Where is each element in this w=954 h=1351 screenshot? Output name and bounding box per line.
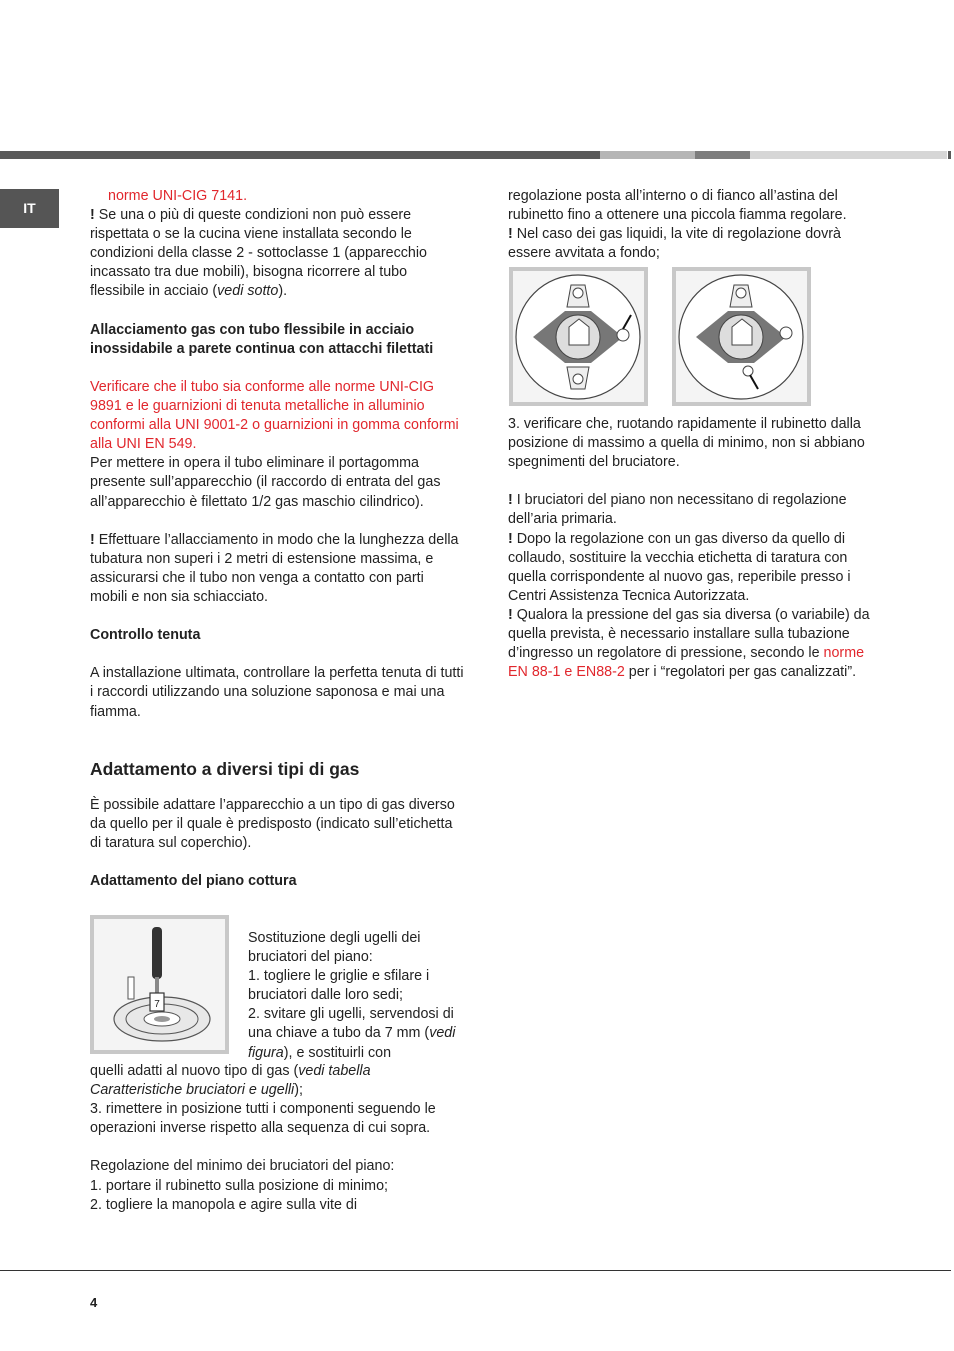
paragraph-standards: Verificare che il tubo sia conforme alle norme UNI-CIG 9891 e le guarnizioni di tenuta metalliche in alluminio conformi alla UNI 9001-2 o guarnizioni in gomma conformi alla UNI EN 549. (90, 378, 459, 453)
text: Sostituzione degli ugelli dei bruciatori del piano: (248, 930, 421, 966)
page-number: 4 (90, 1295, 98, 1310)
text (508, 225, 882, 263)
warning-mark: ! (508, 226, 513, 243)
warning-mark: ! (90, 207, 95, 224)
text: ), e sostituirli con (283, 1044, 392, 1061)
paragraph-tenuta: A installazione ultimata, controllare la perfetta tenuta di tutti i raccordi utilizzando una soluzione saponosa e mai una fiamma. (90, 665, 464, 720)
text (508, 491, 882, 529)
paragraph-norme (90, 187, 464, 206)
header-bar-dark2 (695, 151, 750, 159)
paragraph-warning-1 (90, 206, 464, 301)
tap-figure-2 (672, 267, 811, 406)
text: per i “regolatori per gas canalizzati”. (624, 664, 857, 681)
text: ). (278, 283, 288, 300)
text: 1. togliere le griglie e sfilare i bruciatori dalle loro sedi; (248, 968, 430, 1004)
heading-piano: Adattamento del piano cottura (90, 873, 297, 889)
text (508, 530, 882, 606)
section-title: Adattamento a diversi tipi di gas (90, 758, 360, 779)
tap-illustration-1 (513, 271, 644, 402)
warning-mark: ! (508, 530, 513, 547)
text (90, 1062, 464, 1100)
left-column (90, 187, 464, 891)
text: 1. portare il rubinetto sulla posizione di minimo; (90, 1177, 389, 1194)
text: I bruciatori del piano non necessitano di regolazione dell’aria primaria. (508, 492, 847, 528)
tap-figure-1 (509, 267, 648, 406)
paragraph-warning-2 (90, 531, 464, 607)
right-column-top (508, 187, 882, 263)
text: Dopo la regolazione con un gas diverso da quello di collaudo, sostituire la vecchia etichetta di taratura con quella corrispondente al nuovo gas, reperibile presso i Centri Assistenza Tecnica Autorizzata. (508, 530, 851, 604)
header-bar-light (750, 151, 947, 159)
heading-steel-hose: Allacciamento gas con tubo flessibile in acciaio inossidabile a parete continua con attacchi filettati (90, 321, 434, 357)
text: regolazione posta all’interno o di fianco all’astina del rubinetto fino a ottenere una piccola fiamma regolare. (508, 188, 847, 224)
header-bar-mid (600, 151, 695, 159)
text: Se una o più di queste condizioni non può essere rispettata o se la cucina viene installata secondo le condizioni della classe 2 - sottoclasse 1 (apparecchio incassato tra due mobili), bisogna ricorrere al tubo flessibile in acciaio ( (90, 207, 427, 300)
text: quelli adatti al nuovo tipo di gas ( (90, 1063, 299, 1079)
text: Nel caso dei gas liquidi, la vite di regolazione dovrà essere avvitata a fondo; (508, 226, 841, 262)
norme-ref: norme EN 88-1 e EN88-2 (508, 645, 865, 681)
text: Regolazione del minimo dei bruciatori del piano: (90, 1158, 395, 1175)
text: 3. verificare che, ruotando rapidamente il rubinetto dalla posizione di massimo a quella di minimo, non si abbiano spegnimenti del bruciatore. (508, 416, 865, 471)
paragraph-adapt: È possibile adattare l’apparecchio a un tipo di gas diverso da quello per il quale è predisposto (indicato sull’etichetta di taratura sul coperchio). (90, 796, 455, 851)
warning-mark: ! (508, 606, 513, 623)
text: 3. rimettere in posizione tutti i componenti seguendo le operazioni inverse rispetto alla sequenza di cui sopra. (90, 1101, 436, 1137)
header-bar-dark (0, 151, 600, 159)
footer-rule (0, 1270, 951, 1271)
wrench-size-label: 7 (154, 999, 160, 1010)
italic-ref: vedi figura (248, 1025, 456, 1061)
text (248, 1005, 464, 1062)
text: ); (294, 1082, 303, 1099)
left-column-bottom (90, 1062, 464, 1215)
text: 2. svitare gli ugelli, servendosi di una chiave a tubo da 7 mm ( (248, 1006, 454, 1042)
nozzle-wrench-figure (90, 915, 229, 1054)
warning-mark: ! (90, 531, 95, 548)
text: Effettuare l’allacciamento in modo che la lunghezza della tubatura non superi i 2 metri di estensione massima, e assicurarsi che il tubo non venga a contatto con parti mobili e non sia schiacciato. (90, 531, 459, 605)
tap-illustration-2 (676, 271, 807, 402)
text (508, 606, 882, 682)
heading-tenuta: Controllo tenuta (90, 627, 201, 644)
paragraph-install: Per mettere in opera il tubo eliminare il portagomma presente sull’apparecchio (il raccordo di entrata del gas all’apparecchio è filettato 1/2 gas maschio cilindrico). (90, 455, 441, 510)
italic-ref: vedi sotto (217, 283, 279, 300)
italic-ref: vedi tabella Caratteristiche bruciatori e ugelli (90, 1063, 371, 1099)
text: Qualora la pressione del gas sia diversa (o variabile) da quella prevista, è necessario installare sulla tubazione d’ingresso un regolatore di pressione, secondo le (508, 606, 870, 662)
text: 2. togliere la manopola e agire sulla vite di (90, 1196, 358, 1213)
norme-ref: norme UNI-CIG 7141. (108, 188, 248, 204)
right-column-bottom (508, 415, 882, 682)
warning-mark: ! (508, 492, 513, 509)
wrench-illustration (94, 919, 225, 1050)
wrap-text (248, 929, 464, 1063)
language-tab: IT (0, 189, 59, 228)
header-bar-end (948, 151, 951, 159)
